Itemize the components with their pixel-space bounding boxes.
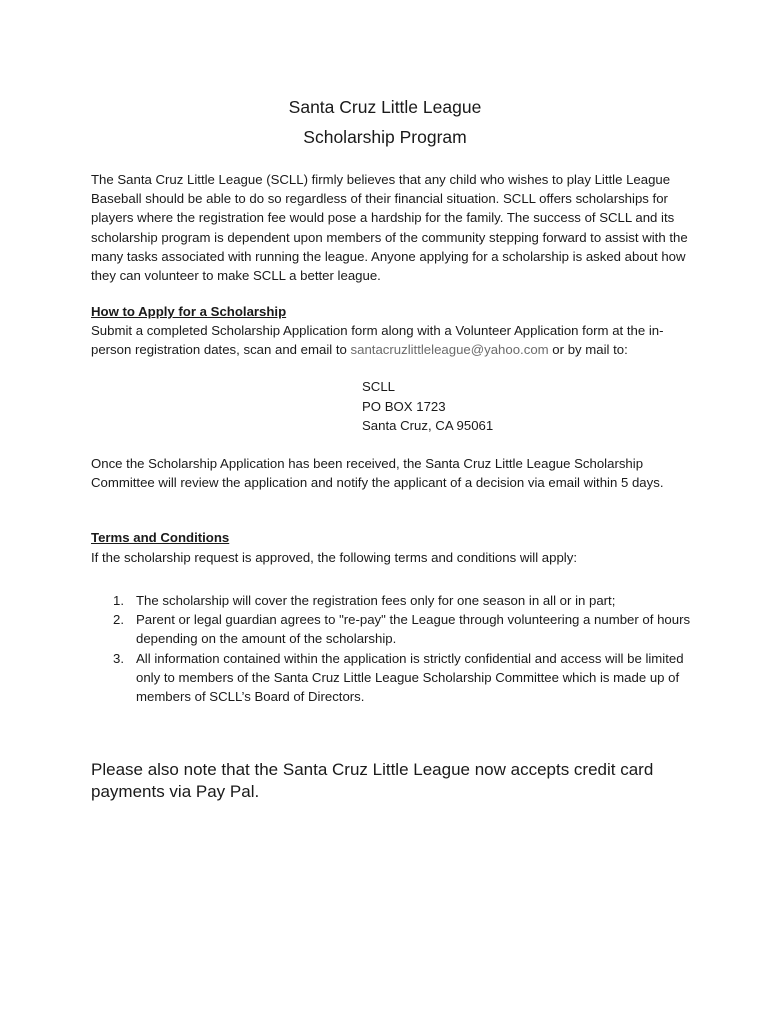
apply-paragraph	[91, 321, 691, 359]
list-item-number: 2.	[113, 612, 124, 628]
terms-heading: Terms and Conditions	[91, 530, 230, 545]
list-item-text: All information contained within the application is strictly confidential and access will be limited only to members of the Santa Cruz Little League Scholarship Committee which is made up of members of SCLL’s Board of Directors.	[136, 650, 684, 705]
list-item-number: 3.	[113, 650, 124, 666]
address-line-3: Santa Cruz, CA 95061	[362, 418, 494, 433]
paypal-note: Please also note that the Santa Cruz Little League now accepts credit card payments via Pay Pal.	[91, 760, 654, 801]
apply-text-after: or by mail to:	[548, 342, 628, 358]
list-item-number: 1.	[113, 593, 124, 608]
list-item-text: Parent or legal guardian agrees to "re-pay" the League through volunteering a number of hours depending on the amount of the scholarship.	[136, 612, 691, 647]
list-item	[91, 591, 691, 610]
terms-list	[91, 591, 691, 706]
address-line-2: PO BOX 1723	[362, 398, 446, 414]
list-item	[91, 649, 691, 707]
document-title: Santa Cruz Little League	[288, 97, 482, 117]
terms-intro: If the scholarship request is approved, the following terms and conditions will apply:	[91, 550, 577, 565]
mailing-address	[362, 377, 493, 436]
apply-heading: How to Apply for a Scholarship	[91, 304, 287, 319]
document-subtitle: Scholarship Program	[303, 127, 467, 147]
apply-text-before: Submit a completed Scholarship Application form along with a Volunteer Application form at the in-person registration dates, scan and email to	[91, 323, 664, 358]
list-item-text: The scholarship will cover the registration fees only for one season in all or in part;	[136, 593, 616, 608]
list-item	[91, 610, 691, 648]
email-link[interactable]: santacruzlittleleague@yahoo.com	[350, 342, 549, 358]
address-line-1: SCLL	[362, 379, 395, 394]
intro-paragraph: The Santa Cruz Little League (SCLL) firmly believes that any child who wishes to play Little League Baseball should be able to do so regardless of their financial situation. SCLL offers scholarships for players where the registration fee would pose a hardship for the family. The success of SCLL and its scholarship program is dependent upon members of the community stepping forward to assist with the many tasks associated with running the league. Anyone applying for a scholarship is asked about how they can volunteer to make SCLL a better league.	[91, 172, 688, 284]
review-paragraph: Once the Scholarship Application has been received, the Santa Cruz Little League Scholarship Committee will review the application and notify the applicant of a decision via email within 5 days.	[91, 456, 664, 491]
